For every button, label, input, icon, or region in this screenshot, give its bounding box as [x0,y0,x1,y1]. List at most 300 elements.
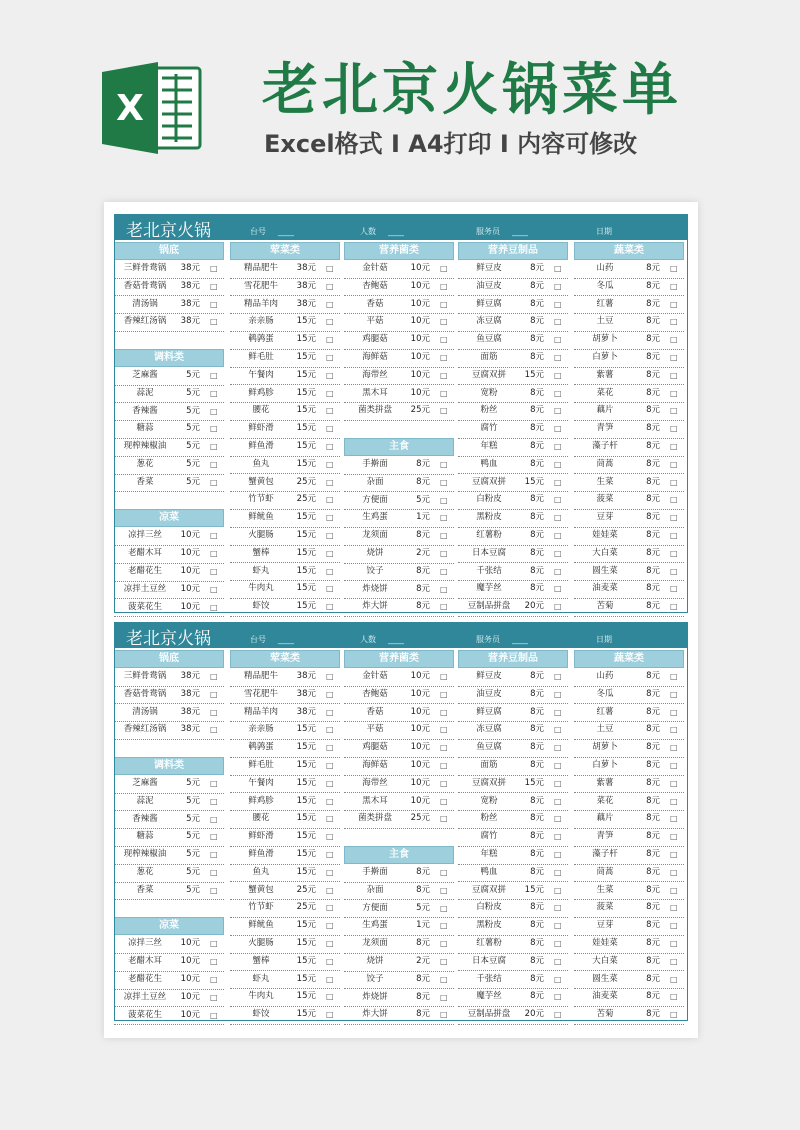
checkbox-icon[interactable]: □ [210,477,218,487]
menu-item-row[interactable] [114,581,224,600]
checkbox-icon[interactable]: □ [210,868,218,877]
checkbox-icon[interactable]: □ [326,974,334,984]
checkbox-icon[interactable]: □ [440,406,448,416]
checkbox-icon[interactable]: □ [326,459,334,469]
checkbox-icon[interactable]: □ [554,317,562,327]
checkbox-icon[interactable]: □ [440,707,448,717]
checkbox-icon[interactable]: □ [554,832,562,842]
menu-item-row[interactable] [230,260,340,279]
menu-item-row[interactable] [344,296,454,315]
menu-item-row[interactable] [114,864,224,883]
menu-item-row[interactable] [230,278,340,297]
checkbox-icon[interactable]: □ [440,974,448,984]
menu-item-row[interactable] [574,563,684,582]
checkbox-icon[interactable]: □ [440,672,448,681]
menu-item-row[interactable] [458,917,568,936]
checkbox-icon[interactable]: □ [670,903,678,913]
menu-item-row[interactable] [574,545,684,564]
menu-item-row[interactable] [458,1006,568,1025]
checkbox-icon[interactable]: □ [326,939,334,948]
menu-item-row[interactable] [114,793,224,812]
checkbox-icon[interactable]: □ [326,602,334,612]
checkbox-icon[interactable]: □ [670,317,678,327]
checkbox-icon[interactable]: □ [326,761,334,770]
checkbox-icon[interactable]: □ [554,353,562,362]
menu-item-row[interactable] [344,509,454,528]
checkbox-icon[interactable]: □ [440,317,448,327]
checkbox-icon[interactable]: □ [670,602,678,612]
menu-item-row[interactable] [574,953,684,972]
checkbox-icon[interactable]: □ [210,707,218,717]
menu-item-row[interactable] [344,581,454,600]
checkbox-icon[interactable]: □ [440,566,448,576]
menu-item-row[interactable] [344,721,454,740]
checkbox-icon[interactable]: □ [210,885,218,895]
checkbox-icon[interactable]: □ [326,743,334,753]
checkbox-icon[interactable]: □ [326,299,334,309]
menu-item-row[interactable] [574,828,684,847]
menu-item-row[interactable] [458,721,568,740]
checkbox-icon[interactable]: □ [670,264,678,273]
checkbox-icon[interactable]: □ [670,725,678,735]
checkbox-icon[interactable]: □ [326,477,334,487]
menu-item-row[interactable] [574,1006,684,1025]
checkbox-icon[interactable]: □ [440,602,448,612]
checkbox-icon[interactable]: □ [670,495,678,505]
menu-item-row[interactable] [458,331,568,350]
menu-item-row[interactable] [458,775,568,794]
menu-item-row[interactable] [114,882,224,901]
menu-item-row[interactable] [458,349,568,368]
menu-item-row[interactable] [574,810,684,829]
checkbox-icon[interactable]: □ [670,477,678,487]
checkbox-icon[interactable]: □ [554,495,562,505]
checkbox-icon[interactable]: □ [670,566,678,576]
menu-item-row[interactable] [574,402,684,421]
checkbox-icon[interactable]: □ [670,353,678,362]
header-field[interactable] [596,226,612,237]
menu-item-row[interactable] [574,988,684,1007]
checkbox-icon[interactable]: □ [554,335,562,345]
menu-item-row[interactable] [114,935,224,954]
menu-item-row[interactable] [114,953,224,972]
menu-item-row[interactable] [574,686,684,705]
checkbox-icon[interactable]: □ [210,602,218,612]
menu-item-row[interactable] [114,527,224,546]
menu-item-row[interactable] [230,704,340,723]
menu-item-row[interactable] [458,899,568,918]
menu-item-row[interactable] [230,385,340,404]
menu-item-row[interactable] [230,882,340,901]
menu-item-row[interactable] [458,580,568,599]
checkbox-icon[interactable]: □ [440,353,448,362]
checkbox-icon[interactable]: □ [326,921,334,931]
menu-item-row[interactable] [458,474,568,493]
checkbox-icon[interactable]: □ [210,424,218,434]
menu-item-row[interactable] [574,331,684,350]
menu-item-row[interactable] [344,563,454,582]
checkbox-icon[interactable]: □ [440,796,448,806]
menu-item-row[interactable] [458,491,568,510]
checkbox-icon[interactable]: □ [670,832,678,842]
menu-item-row[interactable] [574,296,684,315]
menu-item-row[interactable] [344,545,454,564]
menu-item-row[interactable] [344,864,454,883]
checkbox-icon[interactable]: □ [554,584,562,594]
menu-item-row[interactable] [114,668,224,687]
header-field[interactable] [360,634,404,645]
checkbox-icon[interactable]: □ [554,370,562,380]
checkbox-icon[interactable]: □ [210,317,218,327]
checkbox-icon[interactable]: □ [210,957,218,967]
menu-item-row[interactable] [230,686,340,705]
menu-item-row[interactable] [344,686,454,705]
checkbox-icon[interactable]: □ [554,281,562,291]
checkbox-icon[interactable]: □ [670,939,678,948]
header-field[interactable] [250,226,294,237]
menu-item-row[interactable] [458,739,568,758]
checkbox-icon[interactable]: □ [670,406,678,416]
checkbox-icon[interactable]: □ [326,584,334,594]
menu-item-row[interactable] [574,775,684,794]
menu-item-row[interactable] [230,313,340,332]
menu-item-row[interactable] [344,971,454,990]
menu-item-row[interactable] [114,811,224,830]
menu-item-row[interactable] [230,953,340,972]
checkbox-icon[interactable]: □ [326,672,334,681]
checkbox-icon[interactable]: □ [440,885,448,895]
checkbox-icon[interactable]: □ [554,459,562,469]
checkbox-icon[interactable]: □ [554,796,562,806]
menu-item-row[interactable] [458,420,568,439]
checkbox-icon[interactable]: □ [440,868,448,877]
menu-item-row[interactable] [574,491,684,510]
checkbox-icon[interactable]: □ [326,264,334,273]
menu-item-row[interactable] [114,721,224,740]
checkbox-icon[interactable]: □ [326,850,334,859]
checkbox-icon[interactable]: □ [326,956,334,966]
checkbox-icon[interactable]: □ [326,992,334,1002]
checkbox-icon[interactable]: □ [440,549,448,558]
checkbox-icon[interactable]: □ [670,778,678,788]
checkbox-icon[interactable]: □ [326,867,334,877]
menu-item-row[interactable] [458,527,568,546]
checkbox-icon[interactable]: □ [554,939,562,948]
menu-item-row[interactable] [344,492,454,511]
checkbox-icon[interactable]: □ [670,689,678,699]
menu-item-row[interactable] [230,491,340,510]
menu-item-row[interactable] [344,349,454,368]
checkbox-icon[interactable]: □ [670,814,678,824]
menu-item-row[interactable] [230,846,340,865]
checkbox-icon[interactable]: □ [326,388,334,398]
checkbox-icon[interactable]: □ [326,424,334,434]
menu-item-row[interactable] [574,474,684,493]
menu-item-row[interactable] [574,456,684,475]
checkbox-icon[interactable]: □ [326,689,334,699]
menu-item-row[interactable] [114,260,224,279]
checkbox-icon[interactable]: □ [326,442,334,451]
menu-item-row[interactable] [114,474,224,493]
checkbox-icon[interactable]: □ [440,778,448,788]
checkbox-icon[interactable]: □ [210,814,218,824]
menu-item-row[interactable] [230,474,340,493]
menu-item-row[interactable] [574,278,684,297]
checkbox-icon[interactable]: □ [670,850,678,859]
checkbox-icon[interactable]: □ [554,424,562,434]
menu-item-row[interactable] [230,757,340,776]
header-field[interactable] [476,226,528,237]
menu-item-row[interactable] [574,971,684,990]
checkbox-icon[interactable]: □ [326,495,334,505]
menu-item-row[interactable] [230,296,340,315]
checkbox-icon[interactable]: □ [210,975,218,984]
menu-item-row[interactable] [230,739,340,758]
checkbox-icon[interactable]: □ [210,672,218,681]
checkbox-icon[interactable]: □ [326,885,334,895]
checkbox-icon[interactable]: □ [440,761,448,770]
menu-item-row[interactable] [230,598,340,617]
checkbox-icon[interactable]: □ [554,761,562,770]
menu-item-row[interactable] [114,775,224,794]
menu-item-row[interactable] [344,260,454,279]
checkbox-icon[interactable]: □ [210,779,218,788]
menu-item-row[interactable] [114,971,224,990]
menu-item-row[interactable] [114,563,224,582]
menu-item-row[interactable] [114,367,224,386]
menu-item-row[interactable] [230,864,340,883]
menu-item-row[interactable] [230,331,340,350]
menu-item-row[interactable] [458,757,568,776]
checkbox-icon[interactable]: □ [440,584,448,594]
checkbox-icon[interactable]: □ [210,796,218,806]
menu-item-row[interactable] [230,367,340,386]
checkbox-icon[interactable]: □ [670,885,678,895]
checkbox-icon[interactable]: □ [670,992,678,1002]
checkbox-icon[interactable]: □ [554,299,562,309]
menu-item-row[interactable] [344,917,454,936]
menu-item-row[interactable] [344,935,454,954]
menu-item-row[interactable] [344,900,454,919]
checkbox-icon[interactable]: □ [210,531,218,541]
checkbox-icon[interactable]: □ [326,796,334,806]
menu-item-row[interactable] [230,988,340,1007]
menu-item-row[interactable] [230,527,340,546]
checkbox-icon[interactable]: □ [210,406,218,416]
menu-item-row[interactable] [230,721,340,740]
checkbox-icon[interactable]: □ [440,957,448,966]
menu-item-row[interactable] [458,882,568,901]
menu-item-row[interactable] [230,917,340,936]
checkbox-icon[interactable]: □ [326,832,334,842]
menu-item-row[interactable] [230,899,340,918]
menu-item-row[interactable] [344,367,454,386]
menu-item-row[interactable] [574,882,684,901]
menu-item-row[interactable] [574,420,684,439]
checkbox-icon[interactable]: □ [554,743,562,753]
menu-item-row[interactable] [114,456,224,475]
menu-item-row[interactable] [114,278,224,297]
checkbox-icon[interactable]: □ [440,903,448,913]
checkbox-icon[interactable]: □ [670,424,678,434]
menu-item-row[interactable] [574,935,684,954]
menu-item-row[interactable] [114,385,224,404]
checkbox-icon[interactable]: □ [554,867,562,877]
checkbox-icon[interactable]: □ [554,531,562,540]
checkbox-icon[interactable]: □ [554,477,562,487]
checkbox-icon[interactable]: □ [554,921,562,931]
checkbox-icon[interactable]: □ [554,388,562,398]
menu-item-row[interactable] [114,846,224,865]
menu-item-row[interactable] [458,313,568,332]
menu-item-row[interactable] [574,721,684,740]
checkbox-icon[interactable]: □ [554,672,562,681]
menu-item-row[interactable] [458,935,568,954]
menu-item-row[interactable] [344,704,454,723]
checkbox-icon[interactable]: □ [210,442,218,452]
checkbox-icon[interactable]: □ [326,1010,334,1020]
menu-item-row[interactable] [574,668,684,687]
menu-item-row[interactable] [574,757,684,776]
checkbox-icon[interactable]: □ [326,353,334,362]
menu-item-row[interactable] [574,899,684,918]
menu-item-row[interactable] [458,456,568,475]
checkbox-icon[interactable]: □ [326,566,334,576]
menu-item-row[interactable] [458,438,568,457]
menu-item-row[interactable] [344,474,454,493]
menu-item-row[interactable] [458,385,568,404]
checkbox-icon[interactable]: □ [440,992,448,1002]
checkbox-icon[interactable]: □ [326,513,334,523]
checkbox-icon[interactable]: □ [554,992,562,1002]
checkbox-icon[interactable]: □ [326,317,334,327]
checkbox-icon[interactable]: □ [554,442,562,451]
checkbox-icon[interactable]: □ [554,566,562,576]
menu-item-row[interactable] [574,598,684,617]
menu-item-row[interactable] [344,331,454,350]
menu-item-row[interactable] [230,935,340,954]
checkbox-icon[interactable]: □ [440,388,448,398]
menu-item-row[interactable] [574,509,684,528]
menu-item-row[interactable] [230,775,340,794]
checkbox-icon[interactable]: □ [440,513,448,523]
menu-item-row[interactable] [230,1006,340,1025]
checkbox-icon[interactable]: □ [670,370,678,380]
checkbox-icon[interactable]: □ [440,281,448,291]
header-field[interactable] [596,634,612,645]
checkbox-icon[interactable]: □ [210,832,218,842]
menu-item-row[interactable] [230,810,340,829]
checkbox-icon[interactable]: □ [670,761,678,770]
checkbox-icon[interactable]: □ [210,725,218,735]
checkbox-icon[interactable]: □ [210,388,218,398]
checkbox-icon[interactable]: □ [326,281,334,291]
menu-item-row[interactable] [458,988,568,1007]
checkbox-icon[interactable]: □ [554,814,562,824]
checkbox-icon[interactable]: □ [554,1010,562,1020]
menu-item-row[interactable] [458,545,568,564]
checkbox-icon[interactable]: □ [554,406,562,416]
menu-item-row[interactable] [574,864,684,883]
checkbox-icon[interactable]: □ [326,406,334,416]
checkbox-icon[interactable]: □ [210,850,218,860]
checkbox-icon[interactable]: □ [670,513,678,523]
menu-item-row[interactable] [574,527,684,546]
checkbox-icon[interactable]: □ [210,584,218,594]
header-field[interactable] [250,634,294,645]
checkbox-icon[interactable]: □ [210,299,218,309]
menu-item-row[interactable] [574,260,684,279]
menu-item-row[interactable] [574,793,684,812]
checkbox-icon[interactable]: □ [440,921,448,931]
checkbox-icon[interactable]: □ [554,778,562,788]
checkbox-icon[interactable]: □ [440,939,448,949]
checkbox-icon[interactable]: □ [554,974,562,984]
checkbox-icon[interactable]: □ [210,549,218,559]
checkbox-icon[interactable]: □ [670,548,678,558]
checkbox-icon[interactable]: □ [210,1010,218,1020]
checkbox-icon[interactable]: □ [440,1010,448,1020]
checkbox-icon[interactable]: □ [440,264,448,273]
menu-item-row[interactable] [458,509,568,528]
header-field[interactable] [476,634,528,645]
menu-item-row[interactable] [114,403,224,422]
checkbox-icon[interactable]: □ [440,743,448,753]
checkbox-icon[interactable]: □ [554,885,562,895]
checkbox-icon[interactable]: □ [670,388,678,398]
menu-item-row[interactable] [344,385,454,404]
menu-item-row[interactable] [114,828,224,847]
checkbox-icon[interactable]: □ [670,867,678,877]
checkbox-icon[interactable]: □ [670,281,678,291]
checkbox-icon[interactable]: □ [670,459,678,469]
menu-item-row[interactable] [574,704,684,723]
menu-item-row[interactable] [230,563,340,582]
menu-item-row[interactable] [344,1006,454,1025]
menu-item-row[interactable] [574,367,684,386]
checkbox-icon[interactable]: □ [210,371,218,380]
checkbox-icon[interactable]: □ [210,992,218,1002]
menu-item-row[interactable] [574,739,684,758]
checkbox-icon[interactable]: □ [670,921,678,931]
checkbox-icon[interactable]: □ [670,299,678,309]
menu-item-row[interactable] [114,1007,224,1026]
menu-item-row[interactable] [458,704,568,723]
menu-item-row[interactable] [344,757,454,776]
checkbox-icon[interactable]: □ [440,335,448,345]
header-field[interactable] [360,226,404,237]
menu-item-row[interactable] [114,438,224,457]
checkbox-icon[interactable]: □ [326,548,334,558]
menu-item-row[interactable] [574,385,684,404]
menu-item-row[interactable] [344,739,454,758]
checkbox-icon[interactable]: □ [440,531,448,541]
checkbox-icon[interactable]: □ [440,460,448,469]
menu-item-row[interactable] [458,971,568,990]
menu-item-row[interactable] [114,296,224,315]
menu-item-row[interactable] [230,509,340,528]
checkbox-icon[interactable]: □ [670,584,678,594]
menu-item-row[interactable] [574,917,684,936]
menu-item-row[interactable] [230,793,340,812]
checkbox-icon[interactable]: □ [210,460,218,469]
menu-item-row[interactable] [344,456,454,475]
checkbox-icon[interactable]: □ [554,707,562,717]
menu-item-row[interactable] [344,810,454,829]
checkbox-icon[interactable]: □ [670,743,678,753]
menu-item-row[interactable] [114,704,224,723]
menu-item-row[interactable] [458,828,568,847]
